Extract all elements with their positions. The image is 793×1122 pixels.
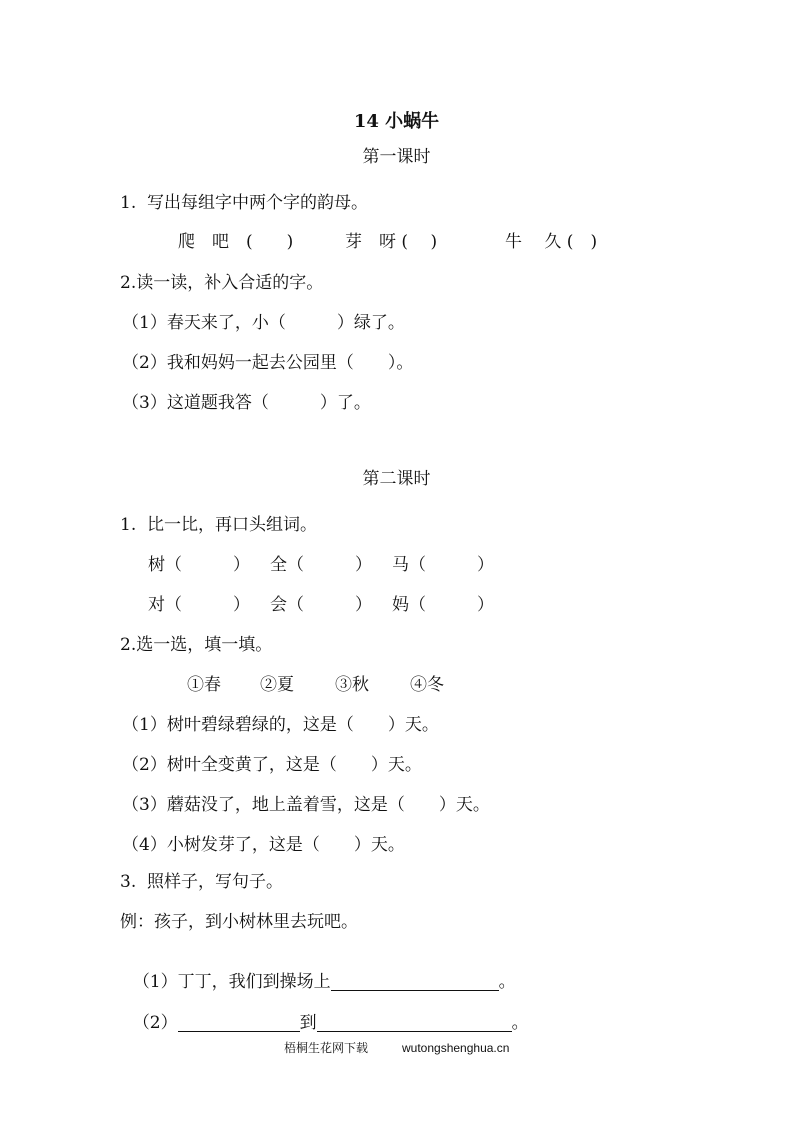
l2-q3-item-2-suffix: 。 [511, 1013, 529, 1033]
l2-q3-label: 3. 照样子，写句子。 [120, 872, 284, 892]
l2-q3-example: 例：孩子，到小树林里去玩吧。 [120, 912, 358, 932]
l2-q3-item-1-prefix: （1）丁丁，我们到操场上 [132, 972, 331, 992]
lesson-1-heading: 第一课时 [362, 147, 431, 167]
l2-q2-option-3: ③秋 [335, 675, 369, 695]
l2-q2-item-1: （1）树叶碧绿碧绿的，这是（ ）天。 [122, 715, 439, 735]
lesson-2-heading: 第二课时 [362, 469, 431, 489]
l2-q3-item-2 [122, 997, 529, 1032]
footer-site: 梧桐生花网下载 [284, 1041, 369, 1055]
l2-q1-row2-item-3: 妈（ ） [392, 595, 494, 615]
l2-q2-item-2: （2）树叶全变黄了，这是（ ）天。 [122, 755, 422, 775]
l2-q1-row1-item-2: 全（ ） [270, 555, 372, 575]
l2-q2-option-1: ①春 [187, 675, 221, 695]
l2-q1-row2-item-2: 会（ ） [270, 595, 372, 615]
l2-q3-item-2-blank-2[interactable] [317, 1014, 512, 1032]
l2-q3-item-1-blank[interactable] [331, 973, 499, 991]
l1-q1-group-1: 爬 吧 ( ) [178, 232, 294, 252]
l2-q3-item-2-middle: 到 [299, 1013, 317, 1033]
l1-q1-group-3: 牛 久 ( ) [505, 232, 598, 252]
l1-q1-group-2: 芽 呀 ( ) [345, 232, 438, 252]
l2-q3-item-2-blank-1[interactable] [178, 1014, 300, 1032]
footer-url[interactable]: wutongshenghua.cn [402, 1041, 510, 1055]
l2-q1-row2-item-1: 对（ ） [148, 595, 250, 615]
l2-q2-option-2: ②夏 [260, 675, 294, 695]
l1-q2-item-3: （3）这道题我答（ ）了。 [122, 393, 371, 413]
l2-q3-item-1-suffix: 。 [498, 972, 516, 992]
l2-q3-item-2-prefix: （2） [132, 1013, 178, 1033]
l2-q1-row1-item-1: 树（ ） [148, 555, 250, 575]
l2-q1-label: 1. 比一比，再口头组词。 [120, 515, 318, 535]
l1-q2-label: 2.读一读，补入合适的字。 [120, 273, 324, 293]
l2-q2-label: 2.选一选，填一填。 [120, 635, 273, 655]
l1-q1-label: 1. 写出每组字中两个字的韵母。 [120, 193, 369, 213]
page-title: 14 小蜗牛 [353, 111, 440, 132]
l1-q2-item-1: （1）春天来了，小（ ）绿了。 [122, 313, 405, 333]
l2-q2-item-4: （4）小树发芽了，这是（ ）天。 [122, 835, 405, 855]
l1-q2-item-2: （2）我和妈妈一起去公园里（ ）。 [122, 353, 414, 373]
l2-q2-option-4: ④冬 [410, 675, 444, 695]
l2-q3-item-1 [122, 956, 516, 991]
l2-q1-row1-item-3: 马（ ） [392, 555, 494, 575]
l2-q2-item-3: （3）蘑菇没了，地上盖着雪，这是（ ）天。 [122, 795, 490, 815]
